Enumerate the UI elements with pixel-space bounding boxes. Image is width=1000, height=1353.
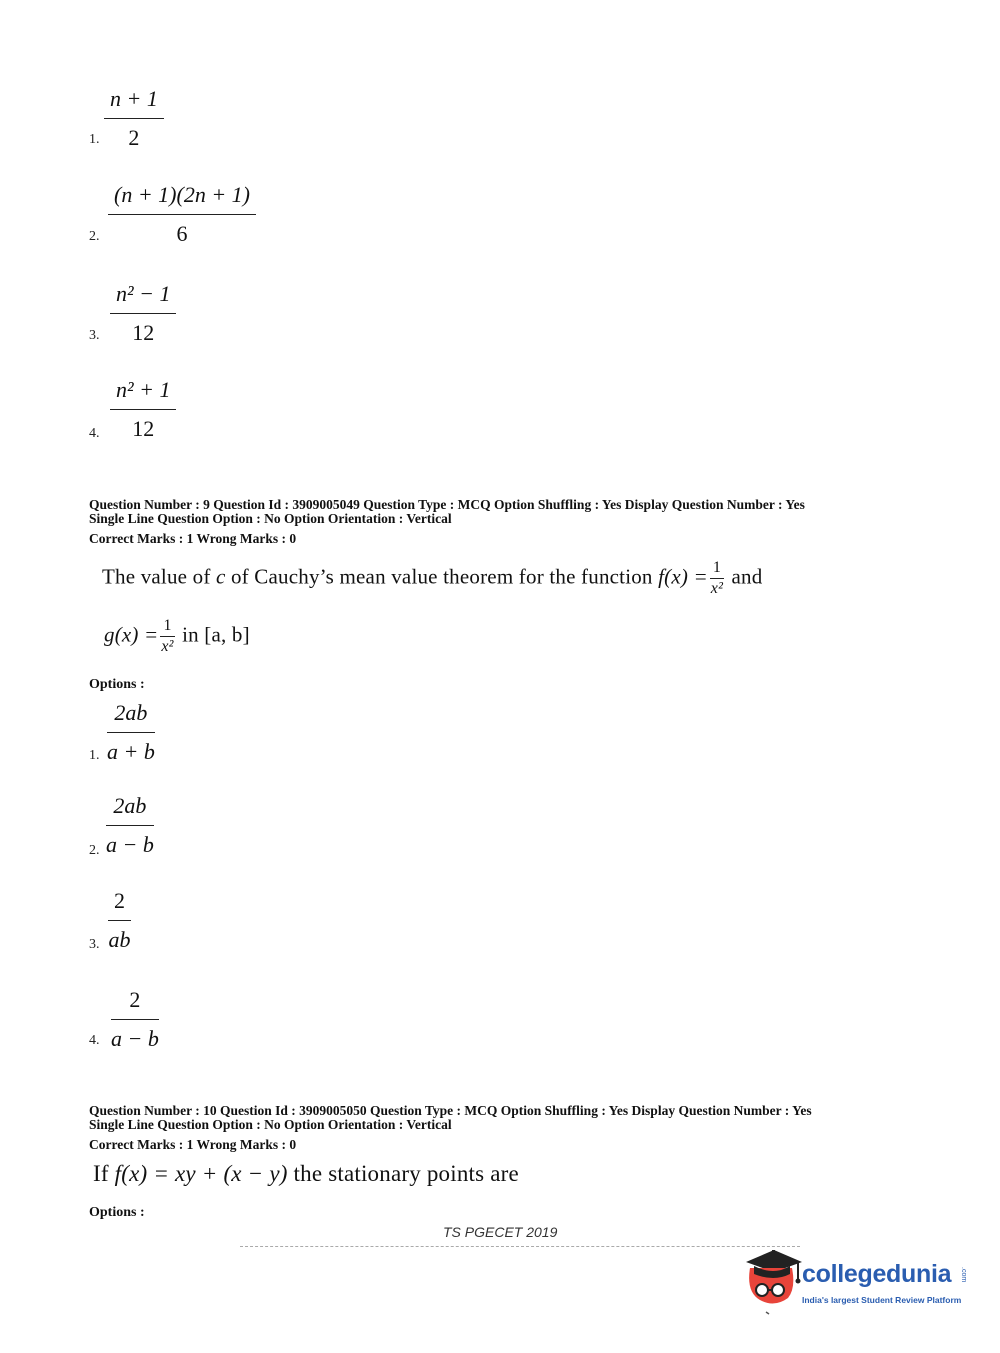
q9-option-1-fraction[interactable] xyxy=(107,702,155,763)
brand-tagline: India's largest Student Review Platform xyxy=(802,1295,962,1305)
variable-c: c xyxy=(215,564,226,589)
q9-option-2-fraction[interactable] xyxy=(106,795,154,856)
conjunction: and xyxy=(726,564,763,589)
prev-option-2-number: 2. xyxy=(89,229,100,244)
question-9-text-line-2 xyxy=(104,618,250,655)
fraction-numerator: 2 xyxy=(111,989,159,1020)
fraction-numerator: n² − 1 xyxy=(110,283,176,314)
question-9-marks: Correct Marks : 1 Wrong Marks : 0 xyxy=(89,531,297,546)
graduate-mascot-icon xyxy=(740,1246,804,1316)
function-g: g(x) = xyxy=(104,622,159,647)
fraction-numerator: n² + 1 xyxy=(110,379,176,410)
q9-option-4-number: 4. xyxy=(89,1033,100,1048)
interval: in [a, b] xyxy=(176,622,250,647)
fraction-denominator: a − b xyxy=(106,832,154,857)
footer-divider xyxy=(240,1246,800,1247)
question-9-text-line-1 xyxy=(102,560,882,597)
prev-option-4-number: 4. xyxy=(89,426,100,441)
exam-label: TS PGECET 2019 xyxy=(443,1224,558,1240)
q9-option-3-number: 3. xyxy=(89,937,100,952)
brand-suffix: .com xyxy=(960,1267,967,1283)
fraction-denominator: ab xyxy=(108,927,131,952)
fraction-denominator: 12 xyxy=(132,416,155,441)
f-fraction xyxy=(710,560,724,597)
prev-option-3-fraction xyxy=(110,283,176,344)
fraction-denominator: a − b xyxy=(111,1026,159,1051)
question-10-marks: Correct Marks : 1 Wrong Marks : 0 xyxy=(89,1137,297,1152)
q9-option-3-fraction[interactable] xyxy=(108,890,131,951)
prev-option-3-number: 3. xyxy=(89,328,100,343)
function-f: f(x) = xyxy=(658,564,708,589)
question-9-meta-line-2: Single Line Question Option : No Option Orientation : Vertical xyxy=(89,511,452,526)
question-text: The value of xyxy=(102,564,216,589)
fraction-denominator: x² xyxy=(161,638,174,655)
fraction-numerator: (n + 1)(2n + 1) xyxy=(108,184,256,215)
question-9-meta-line-1: Question Number : 9 Question Id : 3909005049 Question Type : MCQ Option Shuffling : Yes Display Question Number : Yes xyxy=(89,497,805,512)
q9-option-2-number: 2. xyxy=(89,843,100,858)
fraction-numerator: 1 xyxy=(160,618,174,637)
fraction-numerator: 2ab xyxy=(106,795,154,826)
question-10-meta-line-2: Single Line Question Option : No Option Orientation : Vertical xyxy=(89,1117,452,1132)
question-10-text xyxy=(93,1161,519,1187)
prev-option-1-fraction xyxy=(104,88,164,149)
function-expression: f(x) = xy + (x − y) xyxy=(114,1161,288,1186)
question-10-options-label: Options : xyxy=(89,1205,145,1220)
q9-option-4-fraction[interactable] xyxy=(111,989,159,1050)
brand-name: collegedunia xyxy=(802,1260,952,1288)
g-fraction xyxy=(160,618,174,655)
question-9-options-label: Options : xyxy=(89,677,145,692)
fraction-denominator: 2 xyxy=(128,125,140,150)
q9-option-1-number: 1. xyxy=(89,748,100,763)
fraction-denominator: 12 xyxy=(132,320,155,345)
question-text: of Cauchy’s mean value theorem for the function xyxy=(225,564,659,589)
prev-option-4-fraction xyxy=(110,379,176,440)
prev-option-2-fraction xyxy=(108,184,256,245)
question-text: If xyxy=(93,1161,115,1186)
fraction-denominator: 6 xyxy=(176,221,188,246)
question-text: the stationary points are xyxy=(287,1161,519,1186)
question-10-meta-line-1: Question Number : 10 Question Id : 3909005050 Question Type : MCQ Option Shuffling : Yes Display Question Number : Yes xyxy=(89,1103,812,1118)
fraction-denominator: a + b xyxy=(107,739,155,764)
fraction-numerator: 1 xyxy=(710,560,724,579)
fraction-numerator: 2ab xyxy=(107,702,155,733)
fraction-numerator: n + 1 xyxy=(104,88,164,119)
prev-option-1-number: 1. xyxy=(89,132,100,147)
fraction-denominator: x² xyxy=(710,580,724,597)
fraction-numerator: 2 xyxy=(108,890,131,921)
collegedunia-logo[interactable] xyxy=(740,1246,970,1316)
